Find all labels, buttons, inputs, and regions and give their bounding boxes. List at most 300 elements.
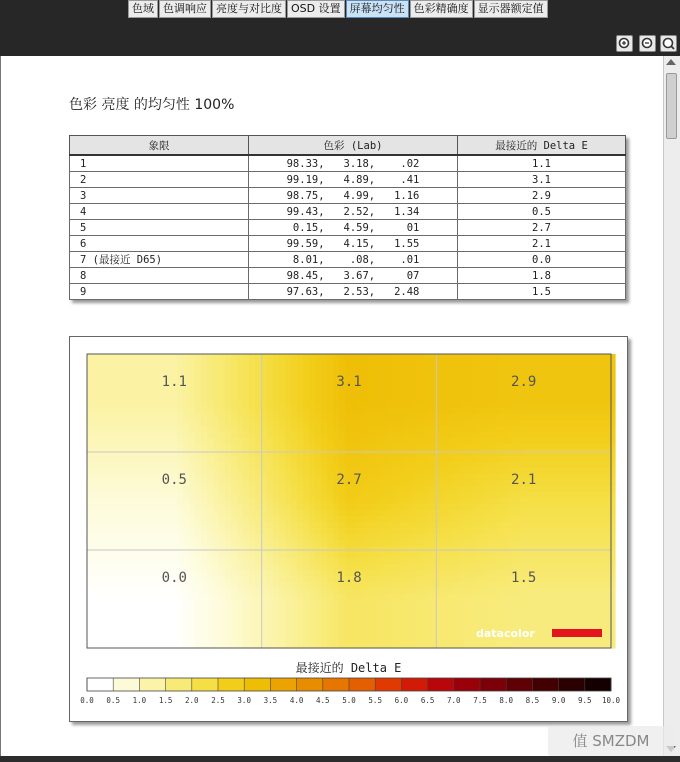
heatmap-pixel — [291, 588, 298, 595]
tab-6[interactable]: 显示器额定值 — [474, 0, 548, 18]
heatmap-pixel — [177, 516, 184, 523]
heatmap-pixel — [93, 594, 100, 601]
colorbar-swatch — [297, 678, 324, 691]
heatmap-pixel — [471, 438, 478, 445]
heatmap-pixel — [459, 624, 466, 631]
heatmap-pixel — [399, 384, 406, 391]
heatmap-pixel — [417, 636, 424, 643]
heatmap-pixel — [285, 540, 292, 547]
heatmap-pixel — [111, 354, 118, 361]
heatmap-pixel — [153, 540, 160, 547]
scroll-up-icon[interactable] — [666, 59, 676, 65]
heatmap-pixel — [273, 390, 280, 397]
heatmap-pixel — [453, 450, 460, 457]
heatmap-pixel — [369, 402, 376, 409]
heatmap-pixel — [207, 366, 214, 373]
heatmap-pixel — [87, 360, 94, 367]
heatmap-pixel — [555, 438, 562, 445]
heatmap-pixel — [171, 600, 178, 607]
uniformity-heatmap-panel — [69, 336, 628, 722]
heatmap-pixel — [117, 360, 124, 367]
heatmap-pixel — [387, 570, 394, 577]
heatmap-pixel — [147, 630, 154, 637]
heatmap-pixel — [579, 492, 586, 499]
heatmap-pixel — [303, 582, 310, 589]
heatmap-pixel — [453, 402, 460, 409]
tab-1[interactable]: 色调响应 — [159, 0, 211, 18]
heatmap-pixel — [477, 366, 484, 373]
heatmap-pixel — [531, 426, 538, 433]
heatmap-pixel — [189, 516, 196, 523]
heatmap-pixel — [297, 408, 304, 415]
heatmap-pixel — [381, 582, 388, 589]
heatmap-pixel — [225, 474, 232, 481]
heatmap-pixel — [393, 534, 400, 541]
heatmap-pixel — [483, 450, 490, 457]
heatmap-pixel — [303, 486, 310, 493]
heatmap-pixel — [387, 576, 394, 583]
heatmap-pixel — [195, 624, 202, 631]
heatmap-pixel — [525, 516, 532, 523]
heatmap-pixel — [243, 432, 250, 439]
heatmap-pixel — [177, 510, 184, 517]
heatmap-pixel — [219, 378, 226, 385]
heatmap-pixel — [141, 354, 148, 361]
zoom-in-button[interactable] — [616, 35, 633, 52]
vertical-scrollbar[interactable] — [663, 56, 680, 756]
heatmap-pixel — [279, 624, 286, 631]
heatmap-pixel — [177, 450, 184, 457]
heatmap-pixel — [243, 498, 250, 505]
tab-2[interactable]: 亮度与对比度 — [212, 0, 286, 18]
heatmap-pixel — [189, 534, 196, 541]
heatmap-pixel — [585, 492, 592, 499]
heatmap-pixel — [171, 618, 178, 625]
heatmap-pixel — [573, 438, 580, 445]
heatmap-pixel — [255, 624, 262, 631]
heatmap-pixel — [303, 474, 310, 481]
heatmap-pixel — [177, 462, 184, 469]
heatmap-pixel — [243, 504, 250, 511]
heatmap-pixel — [609, 426, 616, 433]
heatmap-pixel — [255, 468, 262, 475]
heatmap-pixel — [525, 498, 532, 505]
heatmap-pixel — [603, 354, 610, 361]
heatmap-pixel — [423, 462, 430, 469]
heatmap-pixel — [321, 636, 328, 643]
heatmap-pixel — [591, 588, 598, 595]
heatmap-pixel — [249, 582, 256, 589]
heatmap-pixel — [117, 522, 124, 529]
scrollbar-thumb[interactable] — [666, 73, 677, 139]
heatmap-pixel — [285, 432, 292, 439]
heatmap-pixel — [183, 510, 190, 517]
heatmap-pixel — [189, 594, 196, 601]
heatmap-pixel — [99, 510, 106, 517]
heatmap-pixel — [327, 372, 334, 379]
heatmap-pixel — [99, 408, 106, 415]
heatmap-pixel — [219, 390, 226, 397]
heatmap-pixel — [495, 516, 502, 523]
heatmap-pixel — [87, 636, 94, 643]
heatmap-pixel — [273, 570, 280, 577]
heatmap-pixel — [309, 504, 316, 511]
heatmap-pixel — [585, 426, 592, 433]
heatmap-pixel — [471, 390, 478, 397]
heatmap-pixel — [411, 390, 418, 397]
heatmap-pixel — [219, 438, 226, 445]
heatmap-pixel — [603, 414, 610, 421]
heatmap-pixel — [543, 366, 550, 373]
heatmap-pixel — [537, 396, 544, 403]
heatmap-pixel — [165, 606, 172, 613]
heatmap-pixel — [297, 558, 304, 565]
heatmap-pixel — [555, 600, 562, 607]
heatmap-pixel — [375, 588, 382, 595]
heatmap-pixel — [543, 450, 550, 457]
heatmap-pixel — [537, 540, 544, 547]
heatmap-pixel — [477, 408, 484, 415]
heatmap-pixel — [447, 378, 454, 385]
heatmap-pixel — [585, 612, 592, 619]
heatmap-pixel — [201, 612, 208, 619]
heatmap-pixel — [501, 594, 508, 601]
heatmap-pixel — [201, 540, 208, 547]
heatmap-pixel — [177, 546, 184, 553]
heatmap-pixel — [495, 522, 502, 529]
heatmap-pixel — [201, 432, 208, 439]
heatmap-pixel — [513, 492, 520, 499]
heatmap-pixel — [423, 546, 430, 553]
heatmap-pixel — [459, 618, 466, 625]
heatmap-pixel — [507, 558, 514, 565]
heatmap-pixel — [537, 504, 544, 511]
heatmap-pixel — [105, 408, 112, 415]
heatmap-pixel — [159, 558, 166, 565]
heatmap-pixel — [345, 444, 352, 451]
heatmap-pixel — [519, 450, 526, 457]
heatmap-pixel — [537, 402, 544, 409]
heatmap-pixel — [315, 372, 322, 379]
heatmap-pixel — [147, 414, 154, 421]
heatmap-pixel — [285, 444, 292, 451]
heatmap-pixel — [213, 480, 220, 487]
heatmap-pixel — [165, 390, 172, 397]
heatmap-pixel — [471, 474, 478, 481]
heatmap-pixel — [231, 480, 238, 487]
heatmap-pixel — [387, 630, 394, 637]
heatmap-pixel — [273, 492, 280, 499]
heatmap-pixel — [537, 546, 544, 553]
lab-cell: 98.75, 4.99, 1.16 — [249, 188, 458, 204]
heatmap-pixel — [285, 630, 292, 637]
heatmap-pixel — [171, 504, 178, 511]
heatmap-pixel — [99, 630, 106, 637]
heatmap-pixel — [441, 378, 448, 385]
heatmap-pixel — [375, 438, 382, 445]
heatmap-pixel — [519, 408, 526, 415]
heatmap-pixel — [549, 366, 556, 373]
heatmap-pixel — [129, 366, 136, 373]
heatmap-pixel — [93, 414, 100, 421]
heatmap-pixel — [111, 600, 118, 607]
heatmap-pixel — [375, 534, 382, 541]
heatmap-pixel — [423, 612, 430, 619]
heatmap-pixel — [501, 360, 508, 367]
heatmap-pixel — [609, 570, 616, 577]
heatmap-pixel — [111, 384, 118, 391]
zoom-out-button[interactable] — [639, 35, 656, 52]
heatmap-pixel — [267, 486, 274, 493]
heatmap-pixel — [561, 474, 568, 481]
heatmap-pixel — [207, 450, 214, 457]
heatmap-pixel — [441, 534, 448, 541]
heatmap-pixel — [375, 426, 382, 433]
heatmap-pixel — [411, 516, 418, 523]
heatmap-pixel — [321, 372, 328, 379]
heatmap-pixel — [159, 534, 166, 541]
heatmap-pixel — [327, 504, 334, 511]
zoom-fit-button[interactable] — [660, 35, 677, 52]
heatmap-pixel — [93, 582, 100, 589]
heatmap-pixel — [471, 408, 478, 415]
heatmap-pixel — [459, 450, 466, 457]
delta-e-cell: 3.1 — [458, 172, 626, 188]
heatmap-pixel — [513, 366, 520, 373]
heatmap-pixel — [459, 372, 466, 379]
heatmap-pixel — [573, 360, 580, 367]
heatmap-pixel — [273, 546, 280, 553]
heatmap-pixel — [153, 378, 160, 385]
heatmap-pixel — [249, 504, 256, 511]
heatmap-pixel — [429, 546, 436, 553]
heatmap-pixel — [327, 408, 334, 415]
heatmap-pixel — [375, 468, 382, 475]
heatmap-pixel — [561, 360, 568, 367]
tab-4[interactable]: 屏幕均匀性 — [346, 0, 409, 18]
heatmap-pixel — [495, 420, 502, 427]
heatmap-pixel — [543, 594, 550, 601]
heatmap-pixel — [255, 534, 262, 541]
heatmap-pixel — [117, 354, 124, 361]
heatmap-pixel — [393, 432, 400, 439]
heatmap-pixel — [603, 408, 610, 415]
heatmap-pixel — [171, 636, 178, 643]
heatmap-pixel — [429, 360, 436, 367]
heatmap-pixel — [321, 534, 328, 541]
heatmap-pixel — [183, 546, 190, 553]
heatmap-pixel — [231, 426, 238, 433]
heatmap-pixel — [549, 606, 556, 613]
heatmap-pixel — [399, 372, 406, 379]
heatmap-pixel — [225, 480, 232, 487]
heatmap-pixel — [195, 570, 202, 577]
heatmap-pixel — [537, 582, 544, 589]
heatmap-pixel — [243, 480, 250, 487]
heatmap-pixel — [237, 354, 244, 361]
heatmap-pixel — [489, 546, 496, 553]
heatmap-pixel — [309, 528, 316, 535]
heatmap-pixel — [411, 588, 418, 595]
heatmap-pixel — [603, 366, 610, 373]
heatmap-pixel — [291, 528, 298, 535]
heatmap-pixel — [495, 366, 502, 373]
heatmap-pixel — [135, 540, 142, 547]
heatmap-pixel — [279, 528, 286, 535]
heatmap-pixel — [465, 426, 472, 433]
heatmap-pixel — [375, 462, 382, 469]
heatmap-pixel — [327, 552, 334, 559]
heatmap-pixel — [501, 444, 508, 451]
heatmap-pixel — [237, 552, 244, 559]
heatmap-pixel — [603, 420, 610, 427]
heatmap-pixel — [327, 396, 334, 403]
heatmap-pixel — [543, 558, 550, 565]
heatmap-pixel — [177, 444, 184, 451]
heatmap-pixel — [111, 582, 118, 589]
heatmap-pixel — [321, 588, 328, 595]
heatmap-pixel — [189, 420, 196, 427]
heatmap-pixel — [609, 618, 616, 625]
heatmap-pixel — [381, 516, 388, 523]
tab-5[interactable]: 色彩精确度 — [410, 0, 473, 18]
heatmap-pixel — [99, 636, 106, 643]
heatmap-pixel — [369, 354, 376, 361]
heatmap-pixel — [339, 402, 346, 409]
heatmap-pixel — [369, 426, 376, 433]
heatmap-pixel — [153, 522, 160, 529]
heatmap-pixel — [267, 504, 274, 511]
heatmap-pixel — [543, 516, 550, 523]
heatmap-pixel — [561, 432, 568, 439]
heatmap-pixel — [555, 492, 562, 499]
heatmap-pixel — [495, 618, 502, 625]
heatmap-pixel — [393, 570, 400, 577]
heatmap-pixel — [519, 462, 526, 469]
heatmap-pixel — [297, 390, 304, 397]
tab-0[interactable]: 色域 — [128, 0, 158, 18]
heatmap-pixel — [111, 378, 118, 385]
heatmap-pixel — [495, 414, 502, 421]
heatmap-pixel — [117, 420, 124, 427]
heatmap-pixel — [219, 612, 226, 619]
heatmap-pixel — [273, 420, 280, 427]
heatmap-pixel — [183, 534, 190, 541]
heatmap-pixel — [363, 594, 370, 601]
heatmap-pixel — [405, 420, 412, 427]
heatmap-pixel — [303, 570, 310, 577]
heatmap-pixel — [609, 468, 616, 475]
heatmap-pixel — [555, 432, 562, 439]
heatmap-pixel — [183, 618, 190, 625]
heatmap-pixel — [153, 372, 160, 379]
heatmap-pixel — [411, 510, 418, 517]
heatmap-pixel — [315, 420, 322, 427]
heatmap-pixel — [399, 564, 406, 571]
heatmap-pixel — [129, 522, 136, 529]
heatmap-pixel — [471, 528, 478, 535]
heatmap-pixel — [165, 600, 172, 607]
heatmap-pixel — [363, 384, 370, 391]
heatmap-pixel — [123, 558, 130, 565]
heatmap-pixel — [315, 540, 322, 547]
heatmap-pixel — [543, 510, 550, 517]
heatmap-pixel — [177, 606, 184, 613]
heatmap-pixel — [339, 432, 346, 439]
heatmap-pixel — [285, 354, 292, 361]
heatmap-pixel — [189, 492, 196, 499]
heatmap-pixel — [177, 390, 184, 397]
tab-3[interactable]: OSD 设置 — [287, 0, 345, 18]
heatmap-pixel — [591, 522, 598, 529]
heatmap-pixel — [309, 372, 316, 379]
heatmap-pixel — [519, 402, 526, 409]
heatmap-pixel — [543, 390, 550, 397]
heatmap-pixel — [501, 576, 508, 583]
heatmap-pixel — [603, 606, 610, 613]
heatmap-pixel — [177, 552, 184, 559]
heatmap-pixel — [357, 408, 364, 415]
heatmap-pixel — [477, 450, 484, 457]
heatmap-pixel — [99, 468, 106, 475]
heatmap-pixel — [189, 576, 196, 583]
delta-e-cell: 1.8 — [458, 268, 626, 284]
heatmap-pixel — [369, 462, 376, 469]
heatmap-pixel — [147, 390, 154, 397]
heatmap-pixel — [141, 546, 148, 553]
heatmap-pixel — [501, 468, 508, 475]
heatmap-pixel — [321, 474, 328, 481]
heatmap-pixel — [105, 480, 112, 487]
heatmap-pixel — [543, 630, 550, 637]
heatmap-pixel — [291, 444, 298, 451]
heatmap-pixel — [567, 396, 574, 403]
heatmap-pixel — [321, 618, 328, 625]
heatmap-pixel — [363, 498, 370, 505]
heatmap-pixel — [393, 498, 400, 505]
heatmap-pixel — [597, 426, 604, 433]
heatmap-pixel — [273, 498, 280, 505]
heatmap-pixel — [189, 630, 196, 637]
heatmap-pixel — [369, 366, 376, 373]
heatmap-pixel — [135, 438, 142, 445]
heatmap-pixel — [243, 630, 250, 637]
heatmap-pixel — [273, 630, 280, 637]
heatmap-pixel — [165, 504, 172, 511]
heatmap-pixel — [243, 588, 250, 595]
heatmap-pixel — [147, 378, 154, 385]
heatmap-pixel — [207, 480, 214, 487]
heatmap-pixel — [321, 432, 328, 439]
heatmap-pixel — [123, 498, 130, 505]
heatmap-pixel — [351, 498, 358, 505]
heatmap-pixel — [309, 474, 316, 481]
heatmap-pixel — [363, 492, 370, 499]
heatmap-pixel — [609, 606, 616, 613]
heatmap-pixel — [345, 588, 352, 595]
heatmap-pixel — [165, 366, 172, 373]
heatmap-pixel — [375, 504, 382, 511]
heatmap-pixel — [225, 564, 232, 571]
heatmap-pixel — [603, 462, 610, 469]
heatmap-pixel — [117, 456, 124, 463]
heatmap-pixel — [453, 612, 460, 619]
heatmap-pixel — [567, 564, 574, 571]
heatmap-pixel — [483, 570, 490, 577]
heatmap-pixel — [297, 402, 304, 409]
heatmap-pixel — [477, 534, 484, 541]
heatmap-pixel — [489, 618, 496, 625]
